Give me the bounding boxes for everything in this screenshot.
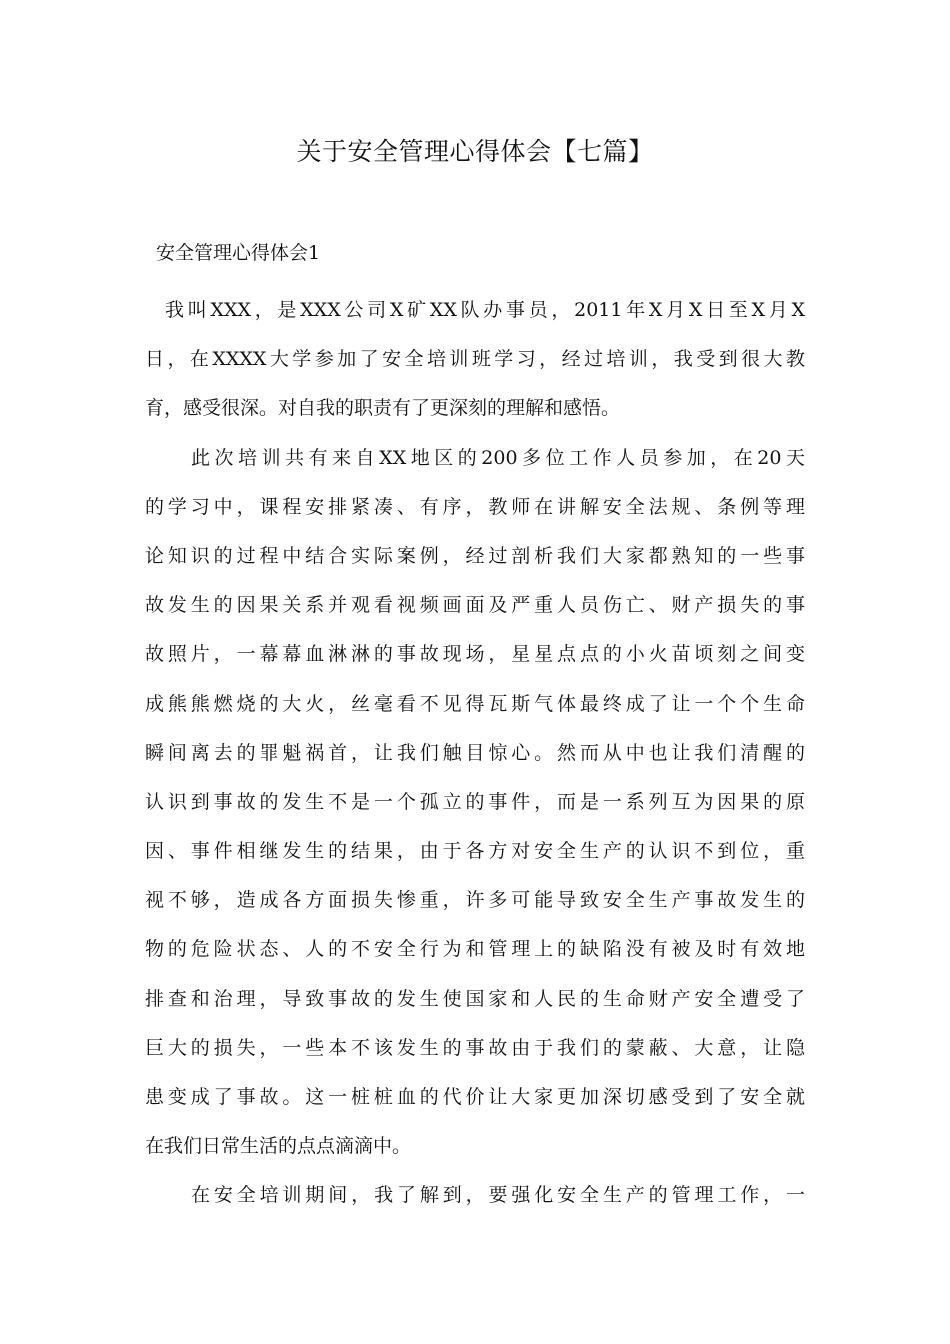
paragraph-2-line-4: 故发生的因果关系并观看视频画面及严重人员伤亡、财产损失的事 bbox=[145, 594, 805, 617]
paragraph-1-line-2: 日，在XXXX大学参加了安全培训班学习，经过培训，我受到很大教 bbox=[145, 348, 805, 371]
section-heading: 安全管理心得体会1 bbox=[156, 242, 321, 264]
paragraph-2-line-5: 故照片，一幕幕血淋淋的事故现场，星星点点的小火苗顷刻之间变 bbox=[145, 643, 805, 666]
paragraph-3-line-1: 在安全培训期间，我了解到，要强化安全生产的管理工作，一 bbox=[191, 1184, 805, 1207]
paragraph-1-line-1: 我叫XXX，是XXX公司X矿XX队办事员，2011年X月X日至X月X bbox=[165, 299, 805, 321]
paragraph-2-line-7: 瞬间离去的罪魁祸首，让我们触目惊心。然而从中也让我们清醒的 bbox=[145, 741, 805, 764]
paragraph-2-line-10: 视不够，造成各方面损失惨重，许多可能导致安全生产事故发生的 bbox=[145, 889, 805, 912]
paragraph-2-line-12: 排查和治理，导致事故的发生使国家和人民的生命财产安全遭受了 bbox=[145, 987, 805, 1010]
paragraph-2-line-13: 巨大的损失，一些本不该发生的事故由于我们的蒙蔽、大意，让隐 bbox=[145, 1036, 805, 1059]
paragraph-2-line-9: 因、事件相继发生的结果，由于各方对安全生产的认识不到位，重 bbox=[145, 840, 805, 863]
paragraph-2-line-2: 的学习中，课程安排紧凑、有序，教师在讲解安全法规、条例等理 bbox=[145, 495, 805, 518]
paragraph-2-line-11: 物的危险状态、人的不安全行为和管理上的缺陷没有被及时有效地 bbox=[145, 938, 805, 961]
paragraph-2-line-14: 患变成了事故。这一桩桩血的代价让大家更加深切感受到了安全就 bbox=[145, 1086, 805, 1108]
paragraph-2-line-6: 成熊熊燃烧的大火，丝毫看不见得瓦斯气体最终成了让一个个生命 bbox=[145, 692, 805, 715]
paragraph-2-line-8: 认识到事故的发生不是一个孤立的事件，而是一系列互为因果的原 bbox=[145, 790, 805, 813]
paragraph-2-line-1: 此次培训共有来自XX地区的200多位工作人员参加，在20天 bbox=[191, 446, 805, 469]
document-body bbox=[145, 286, 805, 1221]
paragraph-2-line-3: 论知识的过程中结合实际案例，经过剖析我们大家都熟知的一些事 bbox=[145, 544, 805, 567]
paragraph-2-line-15: 在我们日常生活的点点滴滴中。 bbox=[145, 1135, 412, 1158]
paragraph-1-line-3: 育，感受很深。对自我的职责有了更深刻的理解和感悟。 bbox=[145, 397, 621, 420]
document-title: 关于安全管理心得体会【七篇】 bbox=[296, 137, 654, 166]
